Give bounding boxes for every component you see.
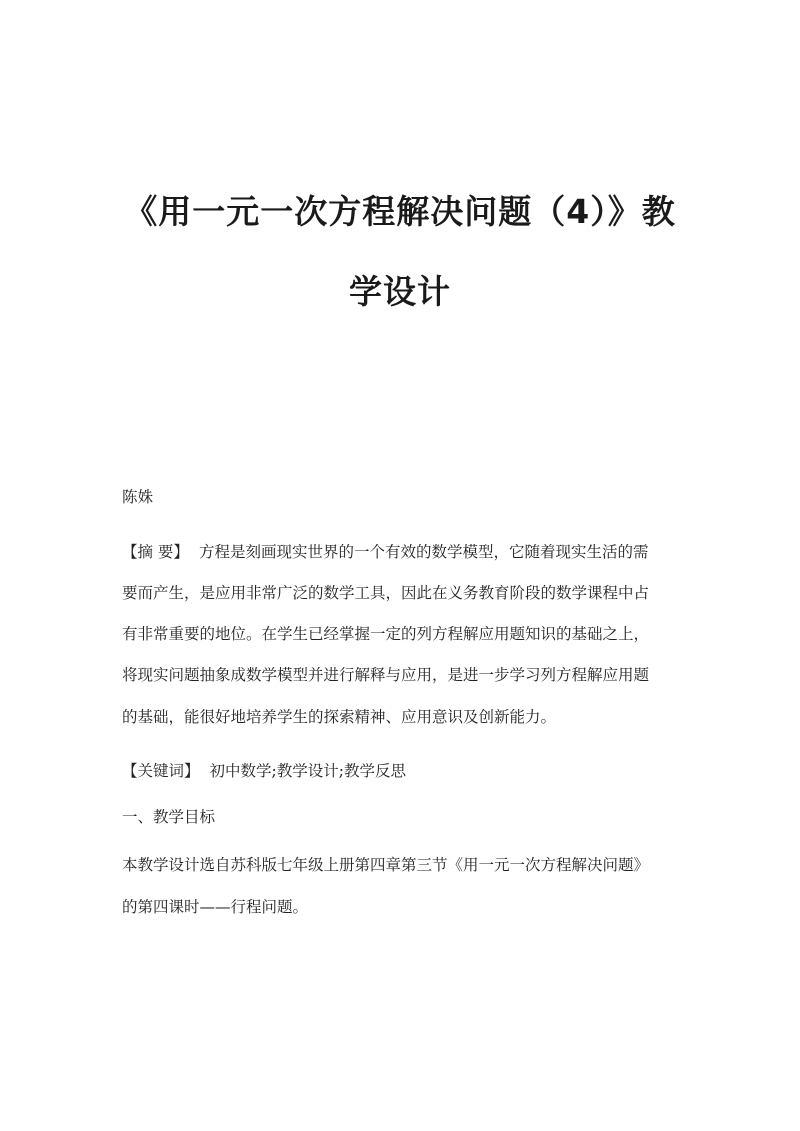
paragraph-line-2: 的第四课时——行程问题。 [122,898,309,916]
keywords-label: 【关键词】 [122,762,200,780]
keywords-line [122,760,678,782]
keywords-text: 初中数学;教学设计;教学反思 [209,762,406,780]
paragraph-line-1: 本教学设计选自苏科版七年级上册第四章第三节《用一元一次方程解决问题》 [122,856,650,874]
author-name: 陈姝 [122,488,154,506]
abstract-line-1 [122,541,678,563]
document-title-line-2: 学设计 [349,272,451,311]
abstract-label: 【摘 要】 [122,543,189,561]
abstract-text-1: 方程是刻画现实世界的一个有效的数学模型，它随着现实生活的需 [198,543,649,561]
abstract-line-3: 有非常重要的地位。在学生已经掌握一定的列方程解应用题知识的基础之上， [122,625,650,643]
abstract-line-2: 要而产生，是应用非常广泛的数学工具，因此在义务教育阶段的数学课程中占 [122,584,650,602]
abstract-line-5: 的基础，能很好地培养学生的探索精神、应用意识及创新能力。 [122,708,557,726]
section-heading: 一、教学目标 [122,808,216,826]
abstract-line-4: 将现实问题抽象成数学模型并进行解释与应用，是进一步学习列方程解应用题 [122,666,650,684]
document-title-line-1: 《用一元一次方程解决问题（4）》教 [124,192,676,231]
